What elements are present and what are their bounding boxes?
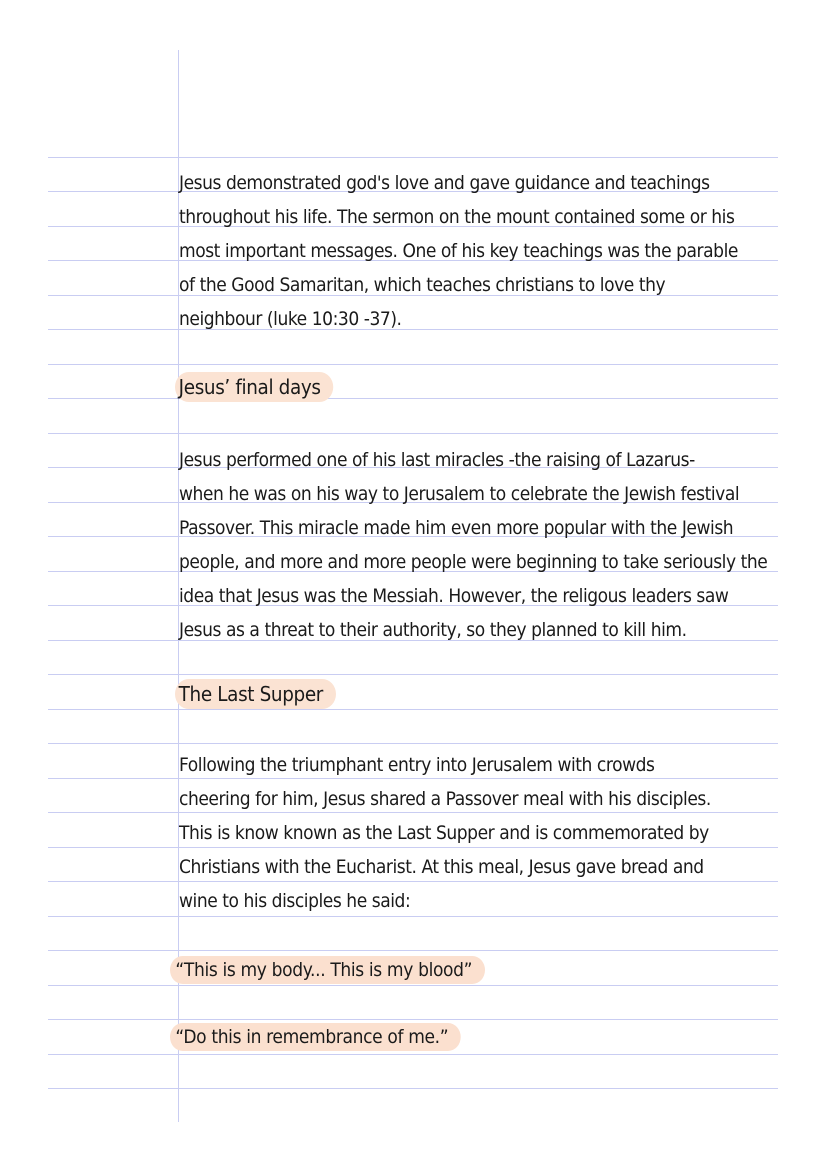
text-line: cheering for him, Jesus shared a Passover meal with his disciples. [179,788,711,810]
text-line: of the Good Samaritan, which teaches christians to love thy [179,274,666,296]
text-line: Jesus as a threat to their authority, so they planned to kill him. [179,619,687,641]
paragraph-intro [179,166,738,336]
rule-line [48,433,778,434]
text-line: Jesus performed one of his last miracles -the raising of Lazarus- [179,449,695,471]
rule-line [48,709,778,710]
rule-line [48,985,778,986]
text-line: people, and more and more people were beginning to take seriously the [179,551,768,573]
text-line: neighbour (luke 10:30 -37). [179,308,402,330]
text-line: Christians with the Eucharist. At this meal, Jesus gave bread and [179,856,704,878]
rule-line [48,1088,778,1089]
paragraph-last-supper [179,748,711,918]
rule-line [48,1019,778,1020]
heading-final-days: Jesus’ final days [175,372,334,402]
rule-line [48,743,778,744]
quote-body-blood: “This is my body... This is my blood” [170,956,485,984]
text-line: most important messages. One of his key teachings was the parable [179,240,738,262]
rule-line [48,950,778,951]
rule-line [48,157,778,158]
text-line: Passover. This miracle made him even more popular with the Jewish [179,517,734,539]
text-line: Jesus demonstrated god's love and gave guidance and teachings [179,172,710,194]
text-line: wine to his disciples he said: [179,890,411,912]
text-line: Following the triumphant entry into Jerusalem with crowds [179,754,655,776]
text-line: This is know known as the Last Supper and is commemorated by [179,822,709,844]
paragraph-final-days [179,443,767,647]
text-line: idea that Jesus was the Messiah. However, the religous leaders saw [179,585,729,607]
quote-remembrance: “Do this in remembrance of me.” [170,1023,461,1051]
text-line: when he was on his way to Jerusalem to celebrate the Jewish festival [179,483,740,505]
text-line: throughout his life. The sermon on the mount contained some or his [179,206,735,228]
rule-line [48,398,778,399]
rule-line [48,674,778,675]
rule-line [48,1054,778,1055]
rule-line [48,364,778,365]
heading-last-supper: The Last Supper [175,679,336,709]
